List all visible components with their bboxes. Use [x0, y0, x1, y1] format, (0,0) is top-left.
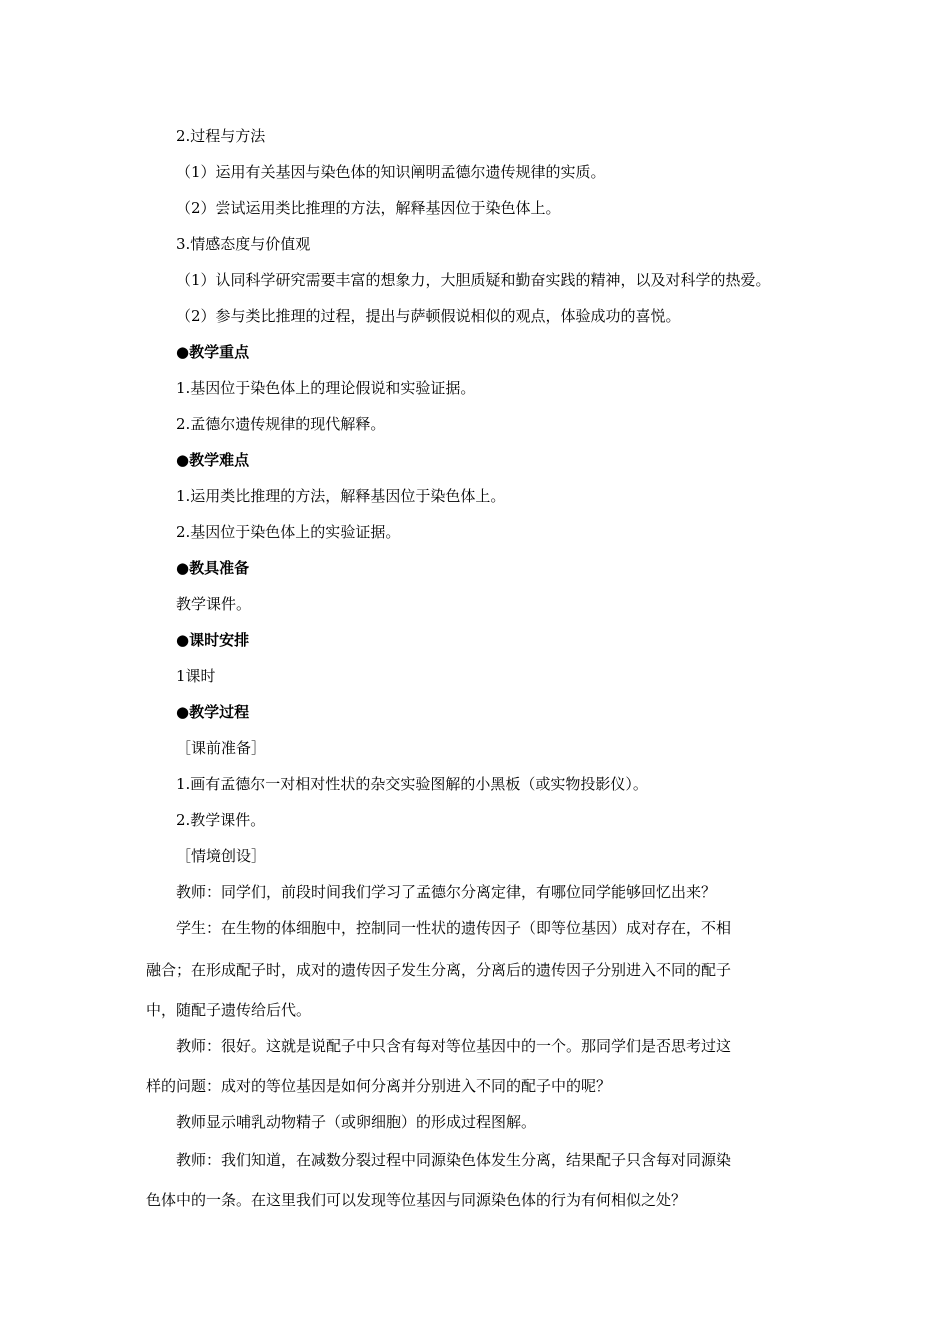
- preparation-item: 2.教学课件。: [176, 811, 266, 829]
- objective-line: （1）运用有关基因与染色体的知识阐明孟德尔遗传规律的实质。: [176, 163, 606, 181]
- focus-item: 2.孟德尔遗传规律的现代解释。: [176, 415, 386, 433]
- section-heading-attitude-values: 3.情感态度与价值观: [176, 235, 311, 253]
- objective-line: （1）认同科学研究需要丰富的想象力，大胆质疑和勤奋实践的精神，以及对科学的热爱。: [176, 271, 771, 289]
- dialogue-student-line: 融合；在形成配子时，成对的遗传因子发生分离，分离后的遗传因子分别进入不同的配子: [146, 961, 732, 979]
- subheading-scenario: ［情境创设］: [176, 847, 267, 865]
- objective-line: （2）参与类比推理的过程，提出与萨顿假说相似的观点，体验成功的喜悦。: [176, 307, 681, 325]
- focus-item: 1.基因位于染色体上的理论假说和实验证据。: [176, 379, 476, 397]
- teaching-aids-text: 教学课件。: [176, 595, 252, 613]
- dialogue-teacher-line: 色体中的一条。在这里我们可以发现等位基因与同源染色体的行为有何相似之处？: [146, 1191, 687, 1209]
- difficulty-item: 1.运用类比推理的方法，解释基因位于染色体上。: [176, 487, 506, 505]
- section-heading-process-methods: 2.过程与方法: [176, 127, 266, 145]
- preparation-item: 1.画有孟德尔一对相对性状的杂交实验图解的小黑板（或实物投影仪）。: [176, 775, 648, 793]
- dialogue-teacher-line: 教师：我们知道，在减数分裂过程中同源染色体发生分离，结果配子只含每对同源染: [176, 1151, 732, 1169]
- teacher-action-text: 教师显示哺乳动物精子（或卵细胞）的形成过程图解。: [176, 1113, 537, 1131]
- dialogue-teacher: 教师：同学们，前段时间我们学习了孟德尔分离定律，有哪位同学能够回忆出来？: [176, 883, 717, 901]
- dialogue-student-line: 中，随配子遗传给后代。: [146, 1001, 312, 1019]
- heading-class-schedule: ●课时安排: [176, 631, 250, 649]
- heading-teaching-aids: ●教具准备: [176, 559, 250, 577]
- difficulty-item: 2.基因位于染色体上的实验证据。: [176, 523, 401, 541]
- heading-teaching-focus: ●教学重点: [176, 343, 250, 361]
- class-schedule-text: 1课时: [176, 667, 216, 685]
- heading-teaching-difficulty: ●教学难点: [176, 451, 250, 469]
- dialogue-teacher-line: 样的问题：成对的等位基因是如何分离并分别进入不同的配子中的呢？: [146, 1077, 612, 1095]
- dialogue-teacher-line: 教师：很好。这就是说配子中只含有每对等位基因中的一个。那同学们是否思考过这: [176, 1037, 732, 1055]
- dialogue-student-line: 学生：在生物的体细胞中，控制同一性状的遗传因子（即等位基因）成对存在，不相: [176, 919, 732, 937]
- subheading-preparation: ［课前准备］: [176, 739, 267, 757]
- objective-line: （2）尝试运用类比推理的方法，解释基因位于染色体上。: [176, 199, 561, 217]
- heading-teaching-process: ●教学过程: [176, 703, 250, 721]
